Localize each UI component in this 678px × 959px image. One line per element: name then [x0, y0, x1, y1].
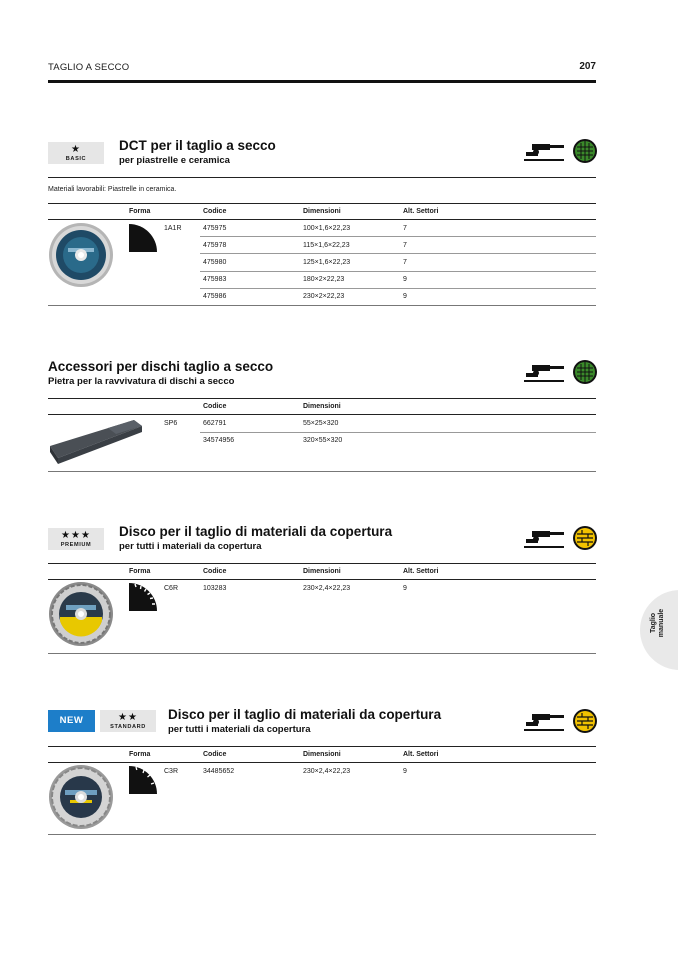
product-title: Disco per il taglio di materiali da copertura	[168, 707, 442, 722]
product-subtitle: per tutti i materiali da copertura	[119, 541, 262, 552]
shape-c6r-icon	[129, 583, 157, 611]
table-top-rule	[48, 203, 596, 204]
page-header	[48, 62, 596, 83]
section-title: TAGLIO A SECCO	[48, 62, 130, 73]
ceramic-material-icon	[573, 360, 597, 384]
angle-grinder-icon	[524, 365, 564, 382]
product-title: Accessori per dischi taglio a secco	[48, 359, 274, 374]
product-subtitle: Pietra per la ravvivatura di dischi a secco	[48, 376, 235, 387]
product-image-dressing-stone	[48, 414, 144, 466]
table-top-rule	[48, 563, 596, 564]
materials-note: Materiali lavorabili: Piastrelle in ceramica.	[48, 186, 177, 193]
col-alt-settori: Alt. Settori	[403, 208, 439, 215]
col-alt-settori: Alt. Settori	[403, 568, 439, 575]
side-tab-taglio-manuale[interactable]: Taglio manuale	[640, 590, 678, 670]
page-number: 207	[579, 61, 596, 72]
product-subtitle: per tutti i materiali da copertura	[168, 724, 311, 735]
table-header-rule	[48, 762, 596, 763]
shape-c3r-icon	[129, 766, 157, 794]
shape-code: C6R	[164, 585, 179, 592]
shape-code: 1A1R	[164, 225, 182, 232]
section-rule	[48, 177, 596, 178]
table-header-rule	[48, 579, 596, 580]
col-codice: Codice	[203, 208, 227, 215]
new-badge: NEW	[48, 710, 95, 732]
angle-grinder-icon	[524, 531, 564, 548]
col-forma: Forma	[129, 208, 151, 215]
table-header-rule	[48, 219, 596, 220]
col-codice: Codice	[203, 751, 227, 758]
product-image-dct-disc	[48, 222, 114, 288]
shape-code: SP6	[164, 420, 178, 427]
roof-material-icon	[573, 709, 597, 733]
col-dimensioni: Dimensioni	[303, 208, 341, 215]
table-top-rule	[48, 398, 596, 399]
angle-grinder-icon	[524, 714, 564, 731]
product-title: Disco per il taglio di materiali da copertura	[119, 524, 393, 539]
col-dimensioni: Dimensioni	[303, 751, 341, 758]
shape-1a1r-icon	[129, 224, 157, 252]
product-image-standard-disc	[48, 764, 114, 830]
premium-badge: ★★★ PREMIUM	[48, 528, 104, 550]
standard-badge: ★★ STANDARD	[100, 710, 156, 732]
col-codice: Codice	[203, 403, 227, 410]
table-top-rule	[48, 746, 596, 747]
tool-icons	[522, 359, 598, 385]
col-codice: Codice	[203, 568, 227, 575]
roof-material-icon	[573, 526, 597, 550]
basic-badge: ★ BASIC	[48, 142, 104, 164]
col-alt-settori: Alt. Settori	[403, 751, 439, 758]
ceramic-material-icon	[573, 139, 597, 163]
product-title: DCT per il taglio a secco	[119, 138, 276, 153]
angle-grinder-icon	[524, 144, 564, 161]
tool-icons	[522, 138, 598, 164]
col-forma: Forma	[129, 751, 151, 758]
tool-icons	[522, 708, 598, 734]
tool-icons	[522, 525, 598, 551]
col-dimensioni: Dimensioni	[303, 403, 341, 410]
col-forma: Forma	[129, 568, 151, 575]
shape-code: C3R	[164, 768, 179, 775]
product-image-premium-disc	[48, 581, 114, 647]
product-subtitle: per piastrelle e ceramica	[119, 155, 230, 166]
col-dimensioni: Dimensioni	[303, 568, 341, 575]
